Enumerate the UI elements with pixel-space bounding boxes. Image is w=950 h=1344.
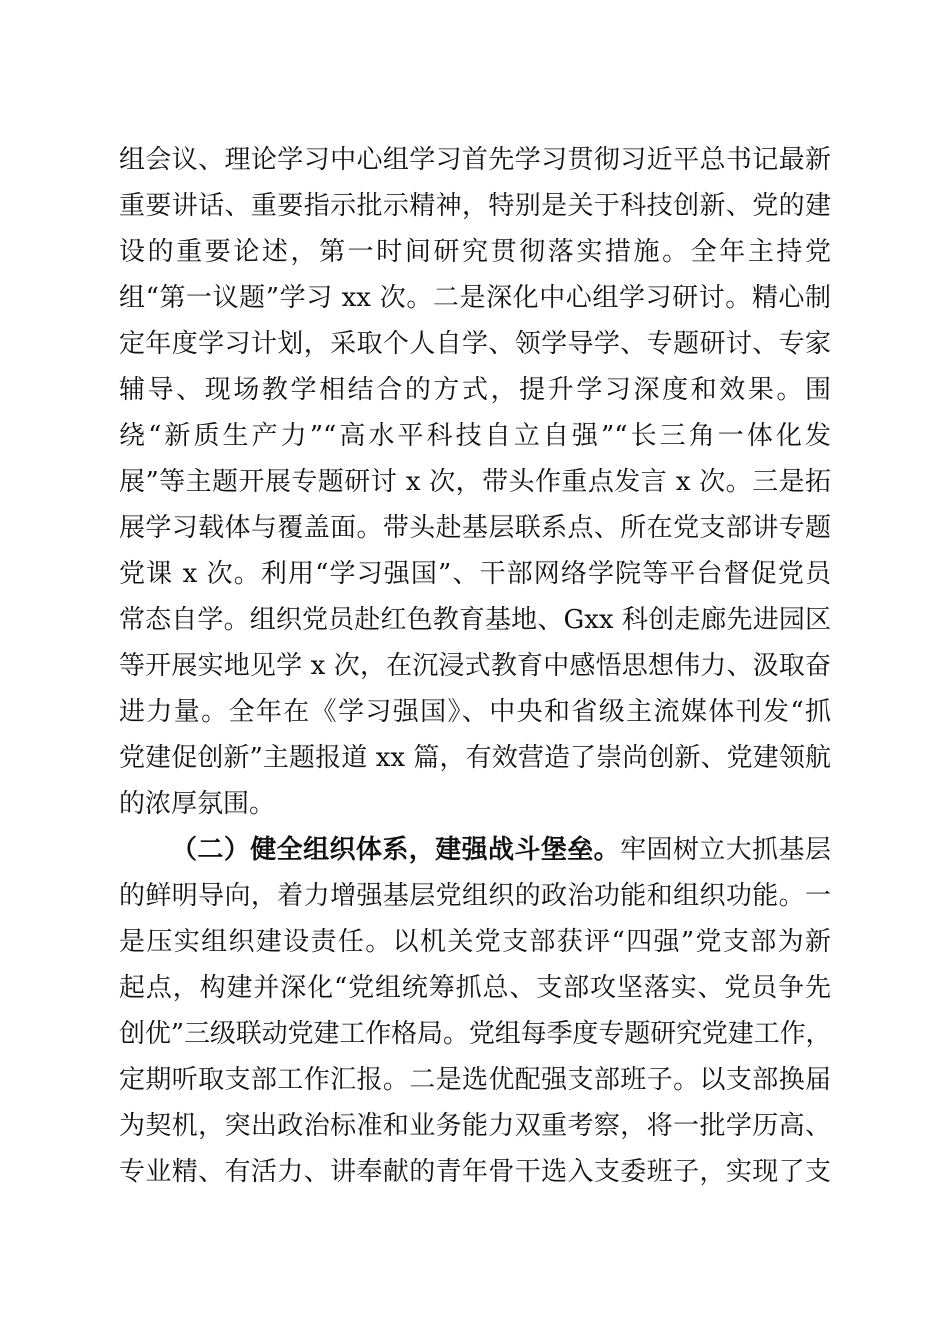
body-text-line: 设的重要论述，第一时间研究贯彻落实措施。全年主持党 <box>119 237 831 267</box>
section-heading-continuation: 牢固树立大抓基层 <box>620 835 831 865</box>
body-text-line: 进力量。全年在《学习强国》、中央和省级主流媒体刊发“抓 <box>119 697 831 727</box>
body-text-line: 为契机，突出政治标准和业务能力双重考察，将一批学历高、 <box>119 1111 831 1141</box>
body-text-line: 展”等主题开展专题研讨 x 次，带头作重点发言 x 次。三是拓 <box>119 467 831 497</box>
body-text-line: 重要讲话、重要指示批示精神，特别是关于科技创新、党的建 <box>119 191 831 221</box>
body-text-line: 辅导、现场教学相结合的方式，提升学习深度和效果。围 <box>119 375 831 405</box>
body-text-line: 组会议、理论学习中心组学习首先学习贯彻习近平总书记最新 <box>119 145 831 175</box>
section-heading-line <box>171 830 831 870</box>
body-text-line: 等开展实地见学 x 次，在沉浸式教育中感悟思想伟力、汲取奋 <box>119 651 831 681</box>
body-text-line: 起点，构建并深化“党组统筹抓总、支部攻坚落实、党员争先 <box>119 973 831 1003</box>
body-text-line: 常态自学。组织党员赴红色教育基地、Gxx 科创走廊先进园区 <box>119 605 831 635</box>
body-text-line: 组“第一议题”学习 xx 次。二是深化中心组学习研讨。精心制 <box>119 283 831 313</box>
body-text-line: 定期听取支部工作汇报。二是选优配强支部班子。以支部换届 <box>119 1065 831 1095</box>
body-text-line: 创优”三级联动党建工作格局。党组每季度专题研究党建工作， <box>119 1019 831 1049</box>
body-text-line: 的浓厚氛围。 <box>119 789 276 819</box>
body-text-line: 的鲜明导向，着力增强基层党组织的政治功能和组织功能。一 <box>119 881 831 911</box>
body-text-line: 是压实组织建设责任。以机关党支部获评“四强”党支部为新 <box>119 927 831 957</box>
body-text-line: 绕“新质生产力”“高水平科技自立自强”“长三角一体化发 <box>119 421 831 451</box>
body-text-line: 展学习载体与覆盖面。带头赴基层联系点、所在党支部讲专题 <box>119 513 831 543</box>
body-text-line: 专业精、有活力、讲奉献的青年骨干选入支委班子，实现了支 <box>119 1157 831 1187</box>
body-text-line: 党建促创新”主题报道 xx 篇，有效营造了崇尚创新、党建领航 <box>119 743 831 773</box>
body-text-line: 党课 x 次。利用“学习强国”、干部网络学院等平台督促党员 <box>119 559 831 589</box>
section-heading: （二）健全组织体系，建强战斗堡垒。 <box>171 835 621 865</box>
body-text-line: 定年度学习计划，采取个人自学、领学导学、专题研讨、专家 <box>119 329 831 359</box>
